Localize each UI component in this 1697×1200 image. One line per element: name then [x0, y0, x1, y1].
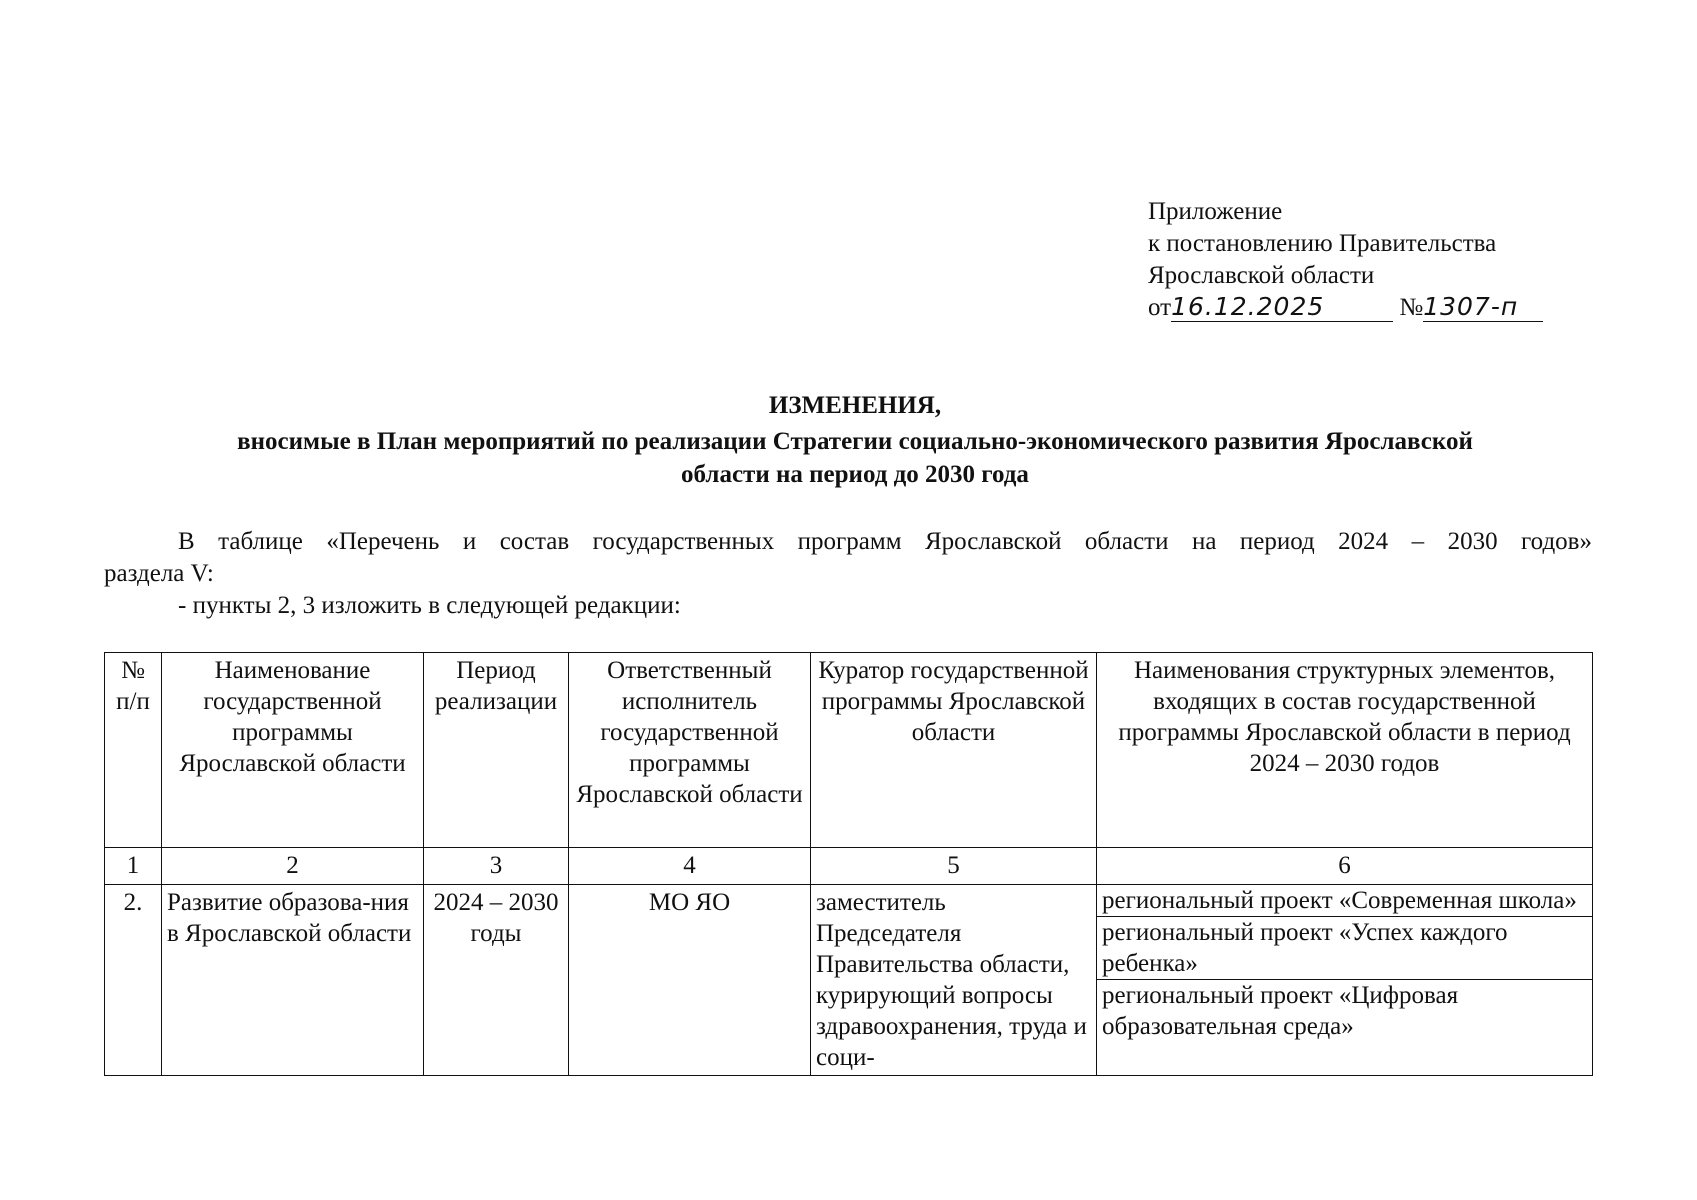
table-header-row — [105, 653, 1593, 848]
instruction-line: - пункты 2, 3 изложить в следующей редакции: — [178, 592, 681, 619]
appendix-line-1: Приложение — [1148, 198, 1283, 225]
programs-table — [104, 652, 1593, 1076]
header-structural-elements: Наименования структурных элементов, входящих в состав государственной программы Ярославской области в период 2024 – 2030 годов — [1097, 653, 1593, 848]
row-program-name: Развитие образова-ния в Ярославской области — [162, 885, 424, 1076]
row-curator: заместитель Председателя Правительства области, курирующий вопросы здравоохранения, труда и соци- — [811, 885, 1097, 1076]
row-period: 2024 – 2030 годы — [424, 885, 569, 1076]
column-number: 4 — [569, 848, 811, 885]
structural-element: региональный проект «Успех каждого ребенка» — [1097, 917, 1592, 980]
row-executor: МО ЯО — [569, 885, 811, 1076]
header-curator: Куратор государственной программы Ярославской области — [811, 653, 1097, 848]
handwritten-date: 16.12.2025 — [1171, 292, 1325, 321]
header-period: Период реализации — [424, 653, 569, 848]
header-program-name: Наименование государственной программы Ярославской области — [162, 653, 424, 848]
column-number: 1 — [105, 848, 162, 885]
header-executor: Ответственный исполнитель государственной программы Ярославской области — [569, 653, 811, 848]
document-heading: ИЗМЕНЕНИЯ, — [768, 392, 942, 419]
from-prefix: от — [1148, 294, 1172, 321]
document-subheading-line-2: области на период до 2030 года — [681, 461, 1029, 488]
row-structural-elements — [1097, 885, 1593, 1076]
document-subheading-line-1: вносимые в План мероприятий по реализации Стратегии социально-экономического развития Ярославской — [237, 428, 1473, 455]
row-number: 2. — [105, 885, 162, 1076]
table-row — [105, 885, 1593, 1076]
appendix-block — [1148, 196, 1543, 324]
paragraph-line-2: раздела V: — [104, 560, 214, 587]
appendix-line-3: Ярославской области — [1148, 262, 1375, 289]
structural-element: региональный проект «Цифровая образовательная среда» — [1102, 982, 1459, 1040]
number-prefix: № — [1399, 294, 1424, 321]
appendix-line-2: к постановлению Правительства — [1148, 230, 1497, 257]
appendix-date-number-line — [1148, 292, 1543, 324]
column-number-row — [105, 848, 1593, 885]
column-number: 5 — [811, 848, 1097, 885]
structural-element: региональный проект «Современная школа» — [1097, 885, 1592, 917]
column-number: 6 — [1097, 848, 1593, 885]
handwritten-number: 1307-п — [1423, 292, 1519, 321]
column-number: 3 — [424, 848, 569, 885]
column-number: 2 — [162, 848, 424, 885]
paragraph-line-1: В таблице «Перечень и состав государственных программ Ярославской области на период 2024 – 2030 годов» — [178, 528, 1592, 555]
header-number: № п/п — [105, 653, 162, 848]
